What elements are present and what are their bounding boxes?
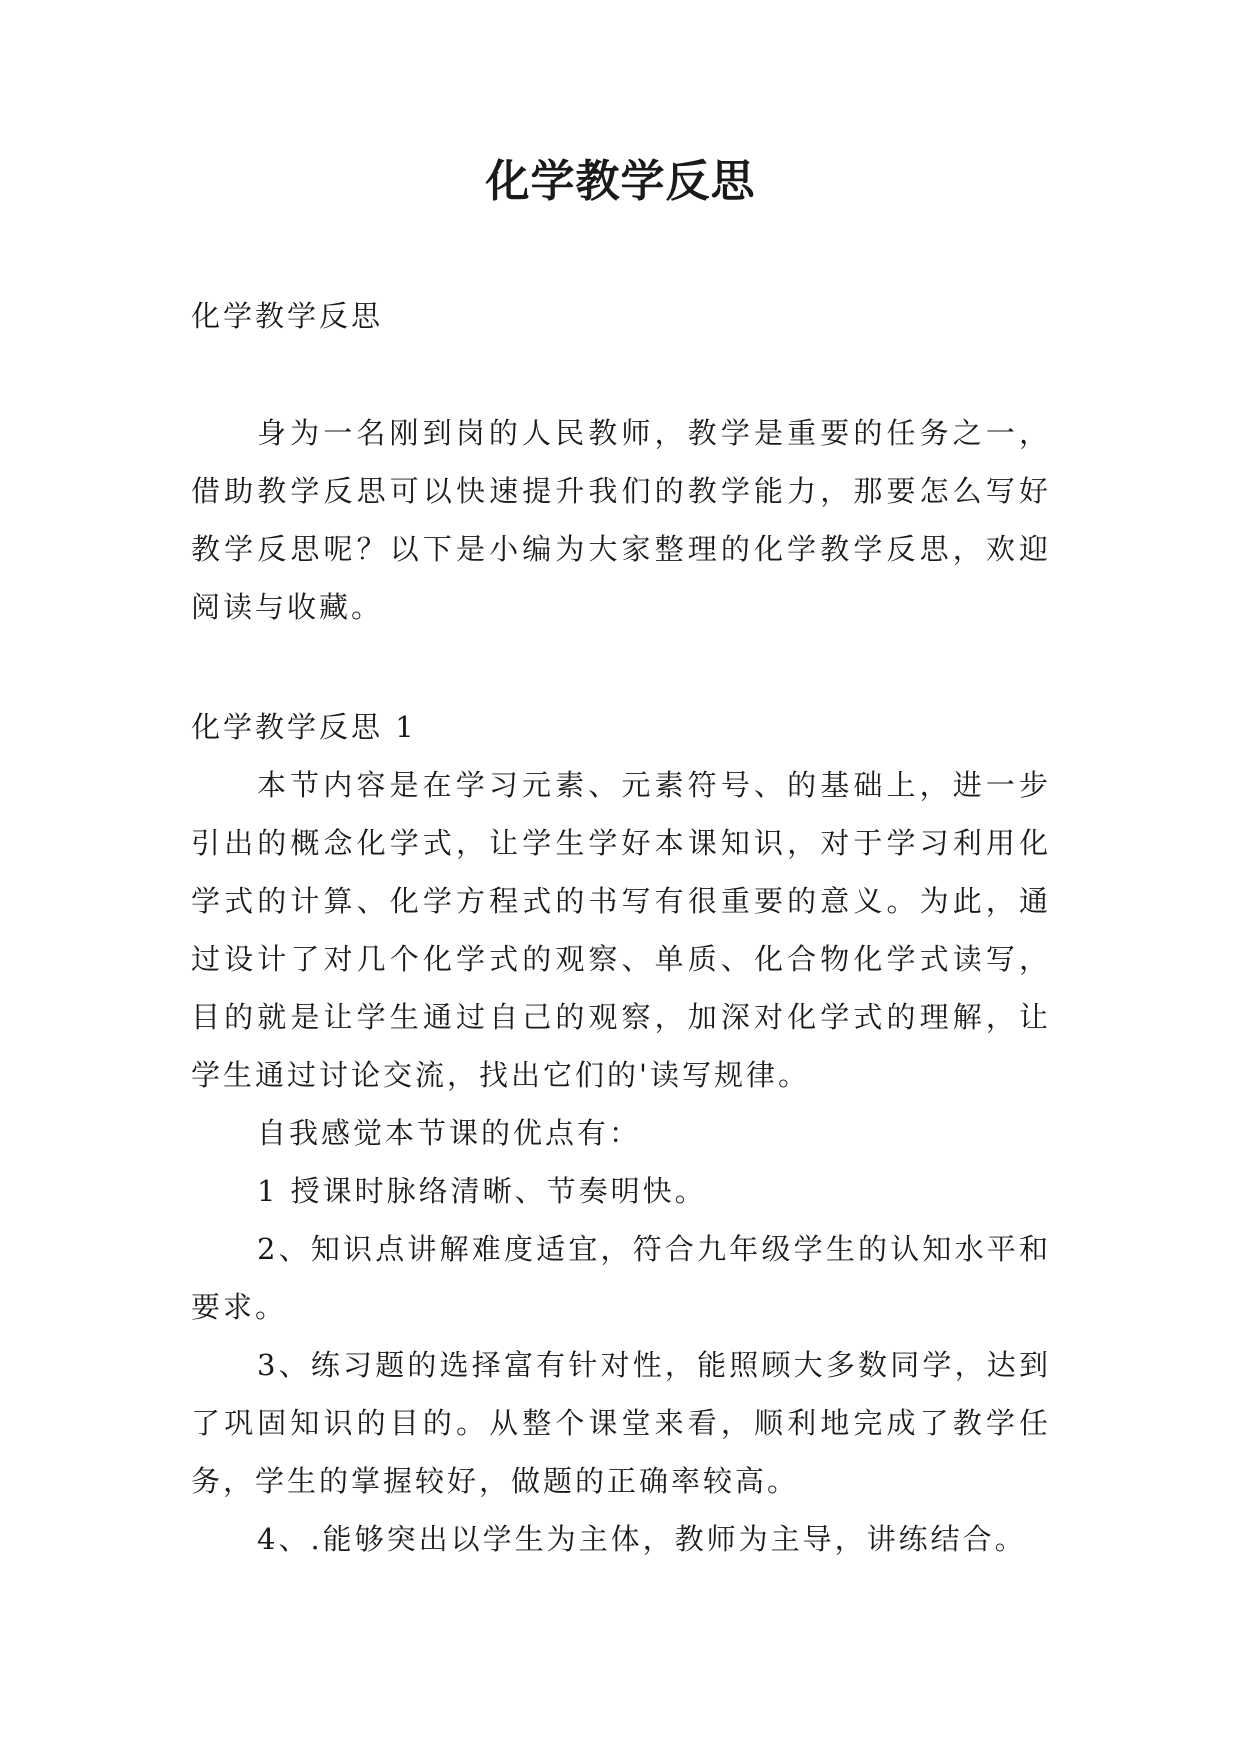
section-heading: 化学教学反思 1 xyxy=(191,710,417,744)
document-title: 化学教学反思 xyxy=(485,156,756,207)
document-subtitle: 化学教学反思 xyxy=(191,299,384,333)
document-subtitle-block xyxy=(191,287,1051,345)
section-paragraph: 2、知识点讲解难度适宜，符合九年级学生的认知水平和要求。 xyxy=(191,1232,1051,1324)
section-paragraph: 1 授课时脉络清晰、节奏明快。 xyxy=(257,1174,707,1208)
section-paragraph: 本节内容是在学习元素、元素符号、的基础上，进一步引出的概念化学式，让学生学好本课知识，对于学习利用化学式的计算、化学方程式的书写有很重要的意义。为此，通过设计了对几个化学式的观察、单质、化合物化学式读写，目的就是让学生通过自己的观察，加深对化学式的理解，让学生通过讨论交流，找出它们的'读写规律。 xyxy=(191,768,1051,1092)
intro-paragraph: 身为一名刚到岗的人民教师，教学是重要的任务之一，借助教学反思可以快速提升我们的教学能力，那要怎么写好教学反思呢？以下是小编为大家整理的化学教学反思，欢迎阅读与收藏。 xyxy=(191,416,1051,624)
section-paragraph: 自我感觉本节课的优点有： xyxy=(257,1116,642,1150)
intro-block xyxy=(191,404,1051,636)
section-paragraph: 3、练习题的选择富有针对性，能照顾大多数同学，达到了巩固知识的目的。从整个课堂来看，顺利地完成了教学任务，学生的掌握较好，做题的正确率较高。 xyxy=(191,1348,1051,1498)
section-1 xyxy=(191,698,1051,1568)
section-paragraph: 4、.能够突出以学生为主体，教师为主导，讲练结合。 xyxy=(257,1522,1027,1556)
